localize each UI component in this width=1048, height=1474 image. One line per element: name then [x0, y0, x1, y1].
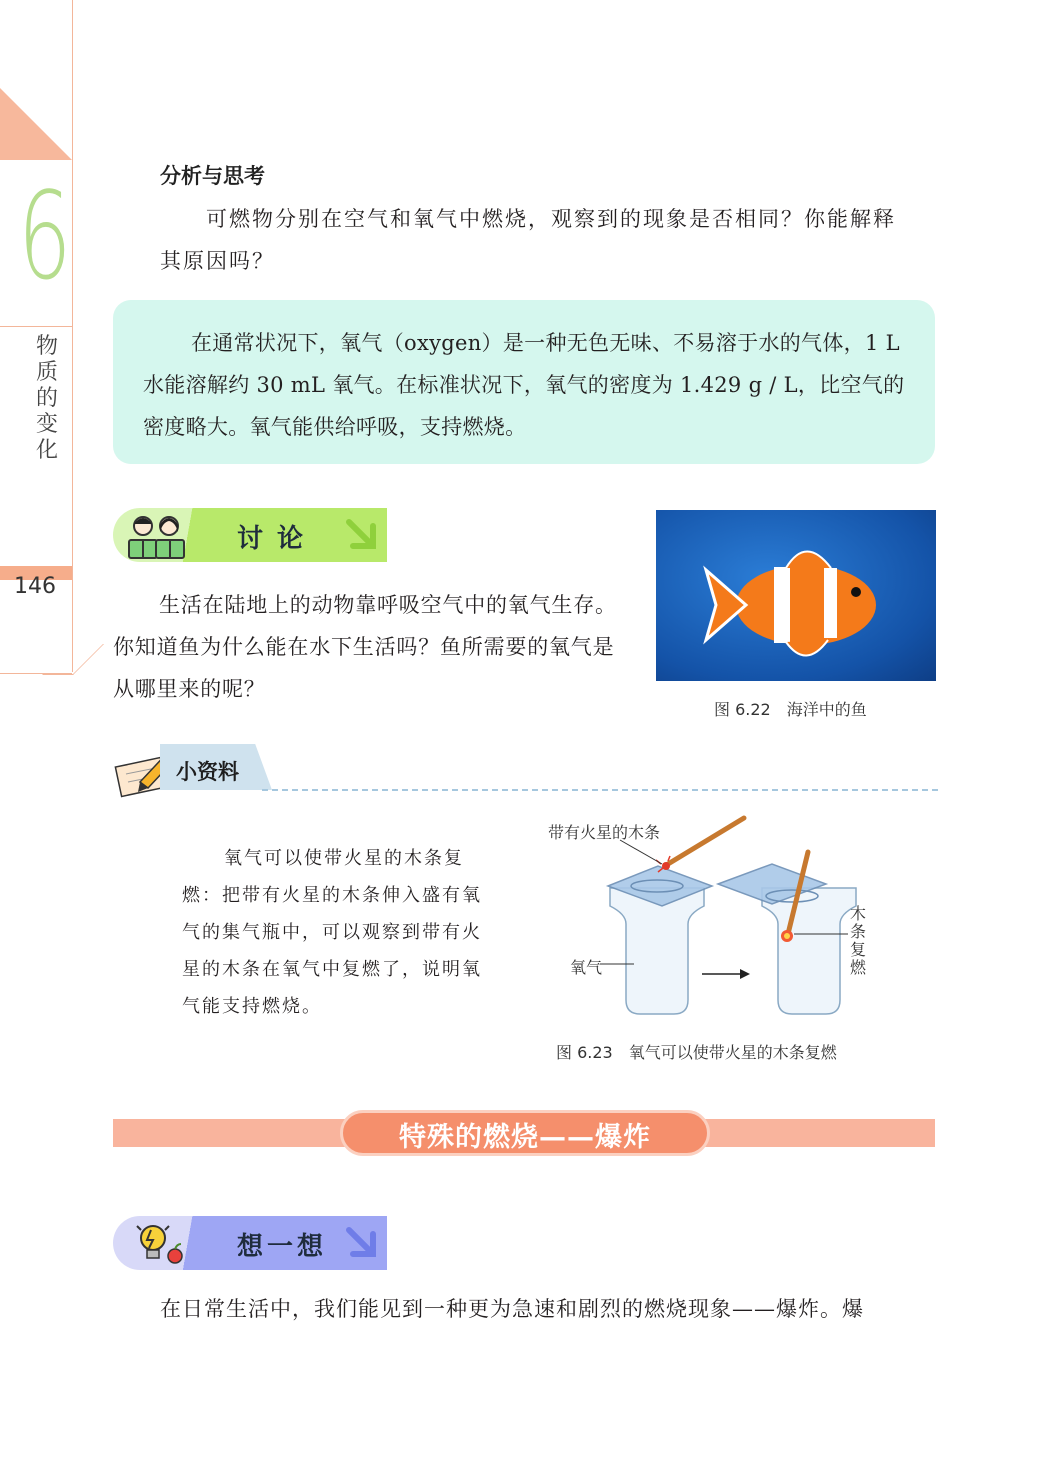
- label-glowing-stick: 带有火星的木条: [548, 823, 661, 842]
- relight-figure-caption: 图 6.23 氧气可以使带火星的木条复燃: [556, 1043, 837, 1062]
- label-oxygen: 氧气: [570, 958, 603, 977]
- page-number: 146: [14, 574, 56, 599]
- lightbulb-icon: [131, 1220, 191, 1268]
- dashed-divider: [262, 789, 938, 791]
- analysis-body: 可燃物分别在空气和氧气中燃烧，观察到的现象是否相同？你能解释其原因吗？: [160, 207, 896, 273]
- think-text: 在日常生活中，我们能见到一种更为急速和剧烈的燃烧现象——爆炸。爆: [160, 1297, 864, 1321]
- oxygen-relight-diagram: [540, 810, 880, 1020]
- chapter-name: 物质的变化: [36, 334, 59, 463]
- think-label: 想一想: [237, 1232, 328, 1262]
- info-box: [113, 300, 935, 464]
- corner-triangle: [0, 88, 72, 160]
- analysis-title: 分析与思考: [160, 164, 265, 188]
- chapter-number: 6: [18, 168, 72, 307]
- discuss-text: 生活在陆地上的动物靠呼吸空气中的氧气生存。你知道鱼为什么能在水下生活吗？鱼所需要的氧气是从哪里来的呢？: [113, 593, 617, 701]
- page-tab-outline: [0, 604, 72, 674]
- fish-figure-caption: 图 6.22 海洋中的鱼: [714, 700, 867, 719]
- fish-photo: [656, 510, 936, 681]
- arrow-icon: [343, 1224, 383, 1264]
- small-data-text: 氧气可以使带火星的木条复燃：把带有火星的木条伸入盛有氧气的集气瓶中，可以观察到带有火星的木条在氧气中复燃了，说明氧气能支持燃烧。: [182, 848, 482, 1017]
- clownfish-icon: [656, 510, 936, 681]
- discuss-label: 讨论: [237, 524, 318, 554]
- section-title: 特殊的燃烧——爆炸: [399, 1122, 651, 1153]
- students-reading-icon: [123, 512, 193, 560]
- think-banner: [113, 1216, 387, 1270]
- info-text: 在通常状况下，氧气（oxygen）是一种无色无味、不易溶于水的气体，1 L 水能溶解约 30 mL 氧气。在标准状况下，氧气的密度为 1.429 g / L，比空气的密度略大。氧气能供给呼吸，支持燃烧。: [143, 331, 905, 439]
- margin-divider: [0, 326, 72, 327]
- arrow-icon: [343, 516, 383, 556]
- margin-line: [72, 0, 73, 672]
- label-stick-relights: 木条复燃: [850, 904, 867, 977]
- small-data-title: 小资料: [176, 760, 239, 784]
- discuss-banner: [113, 508, 387, 562]
